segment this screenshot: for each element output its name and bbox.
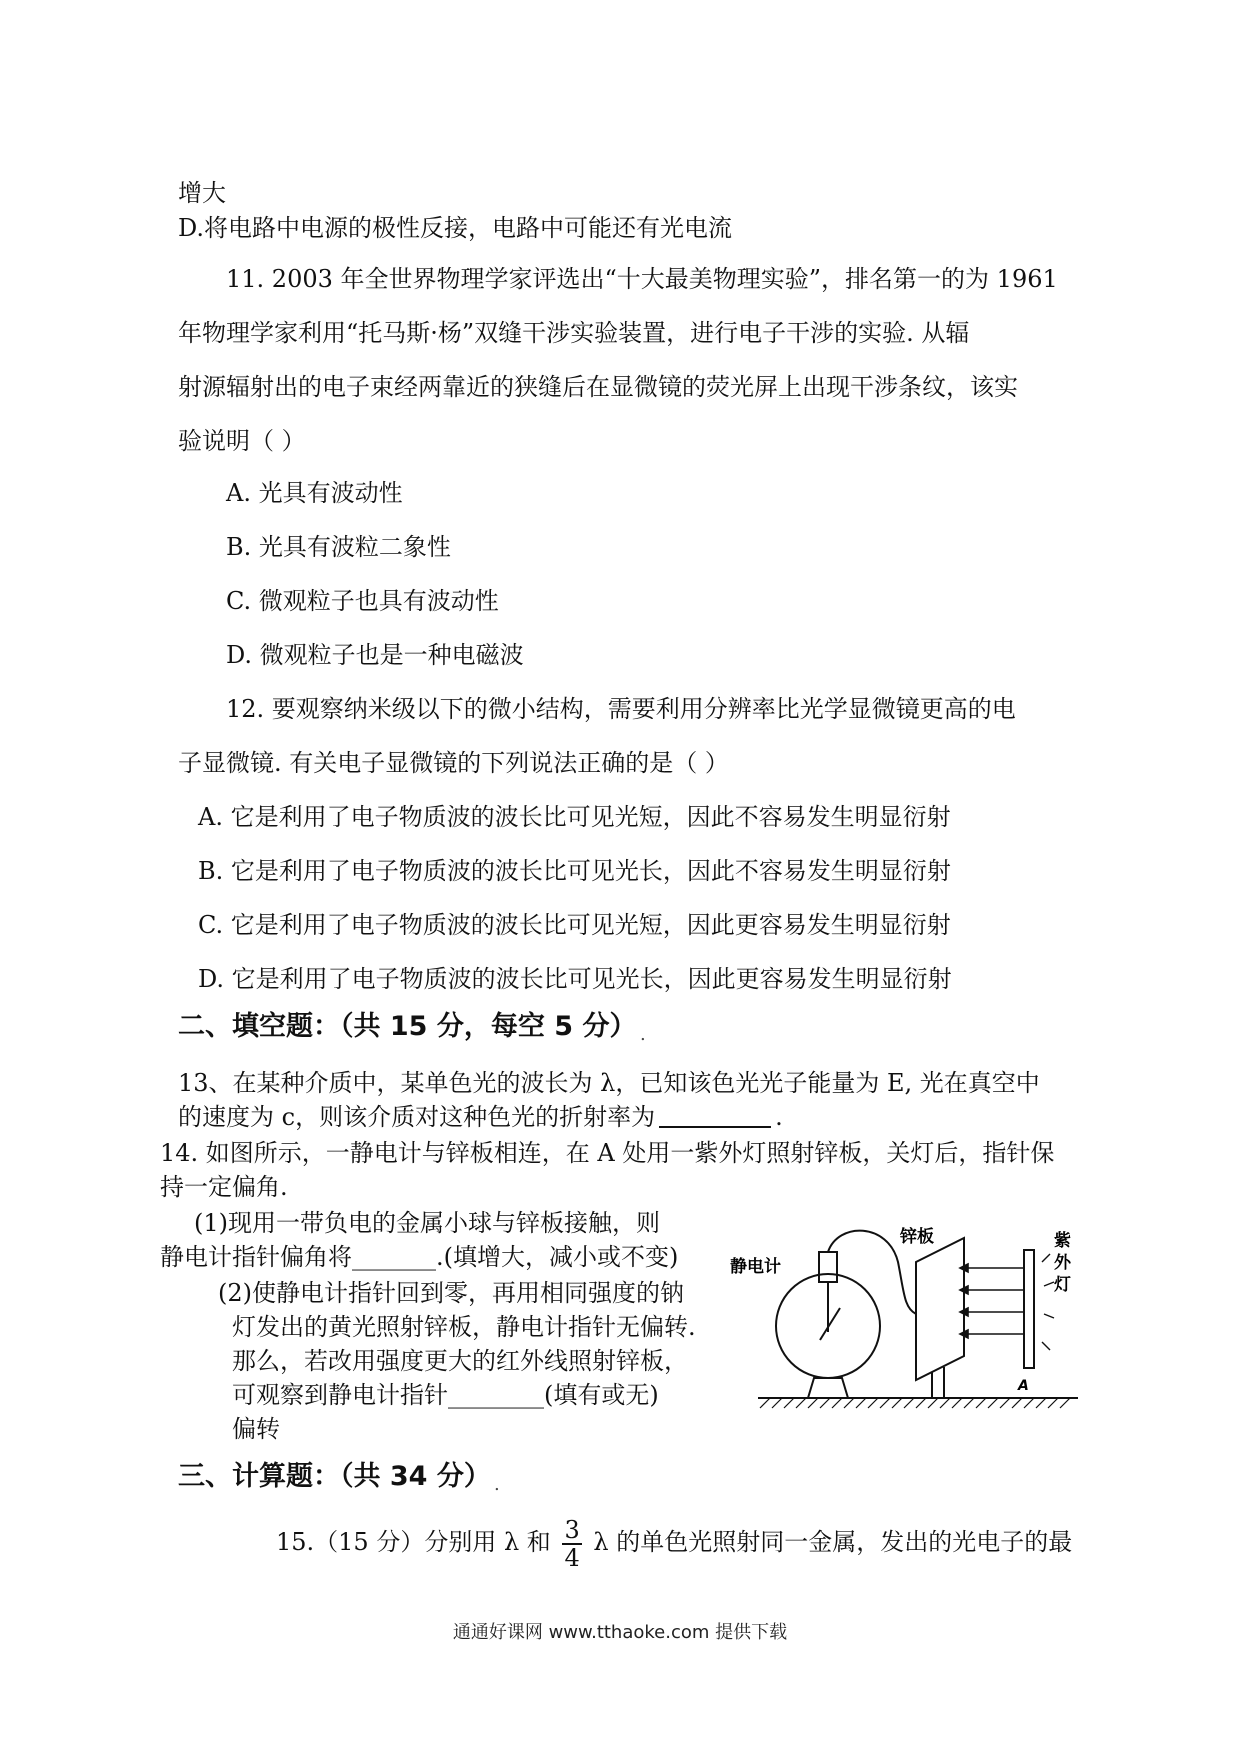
question-15-text [276,1512,1072,1572]
point-a-label: A [1018,1378,1029,1394]
fraction [562,1517,581,1571]
electroscope-diagram [728,1222,1110,1422]
lamp-label: 紫 [1054,1231,1071,1251]
stray-mark: . [640,1024,646,1045]
question-12-text: 子显微镜. 有关电子显微镜的下列说法正确的是（ ） [178,749,729,777]
option-b: B. 光具有波粒二象性 [226,533,451,561]
question-11-text: 射源辐射出的电子束经两靠近的狭缝后在显微镜的荧光屏上出现干涉条纹，该实 [178,373,1018,401]
option-b: B. 它是利用了电子物质波的波长比可见光长，因此不容易发生明显衍射 [198,857,951,885]
zinc-plate [916,1238,964,1380]
question-13-text [178,1102,783,1132]
question-14-text: (2)使静电计指针回到零，再用相同强度的钠 [218,1279,684,1307]
option-d: D. 微观粒子也是一种电磁波 [226,641,524,669]
uv-lamp [1024,1250,1034,1368]
question-14-text: 偏转 [232,1415,280,1443]
question-14-text: 持一定偏角. [160,1173,288,1201]
fraction-denominator: 4 [564,1543,580,1572]
ground-hatching [760,1398,1070,1408]
question-14-text: 静电计指针偏角将_______.(填增大，减小或不变) [160,1243,679,1271]
lamp-label: 灯 [1054,1275,1071,1295]
electroscope-label: 静电计 [730,1257,781,1277]
option-a: A. 它是利用了电子物质波的波长比可见光短，因此不容易发生明显衍射 [198,803,951,831]
option-a: A. 光具有波动性 [226,479,403,507]
question-15-text-part: λ 的单色光照射同一金属，发出的光电子的最 [593,1528,1073,1556]
question-11-text: 11. 2003 年全世界物理学家评选出“十大最美物理实验”，排名第一的为 1961 [226,265,1058,293]
section-heading: 二、填空题：（共 15 分，每空 5 分） [178,1011,637,1042]
light-rays [960,1264,1024,1338]
question-14-text: 灯发出的黄光照射锌板，静电计指针无偏转. [232,1313,696,1341]
question-14-text: 那么，若改用强度更大的红外线照射锌板， [232,1347,688,1375]
text-line: 增大 [178,179,226,207]
answer-blank[interactable] [659,1104,771,1128]
text-line: D.将电路中电源的极性反接，电路中可能还有光电流 [178,214,733,242]
page-footer: 通通好课网 www.tthaoke.com 提供下载 [452,1622,788,1643]
question-13-text-part: . [775,1103,783,1131]
option-c: C. 微观粒子也具有波动性 [226,587,499,615]
section-heading: 三、计算题：（共 34 分） [178,1461,491,1492]
zinc-plate-label: 锌板 [900,1227,934,1247]
question-11-text: 年物理学家利用“托马斯·杨”双缝干涉实验装置，进行电子干涉的实验. 从辐 [178,319,970,347]
question-13-text: 13、在某种介质中，某单色光的波长为 λ，已知该色光光子能量为 E, 光在真空中 [178,1069,1040,1097]
question-14-text: 可观察到静电计指针________(填有或无) [232,1381,659,1409]
stray-mark: . [494,1474,500,1495]
question-11-text: 验说明（ ） [178,427,306,455]
lamp-label: 外 [1054,1253,1071,1273]
option-d: D. 它是利用了电子物质波的波长比可见光长，因此更容易发生明显衍射 [198,965,952,993]
fraction-numerator: 3 [564,1515,580,1544]
question-13-text-part: 的速度为 c，则该介质对这种色光的折射率为 [178,1103,656,1131]
electroscope-stand [808,1378,848,1398]
question-14-text: 14. 如图所示，一静电计与锌板相连，在 A 处用一紫外灯照射锌板，关灯后，指针保 [160,1139,1055,1167]
lamp-glow [1042,1254,1054,1350]
question-14-text: (1)现用一带负电的金属小球与锌板接触，则 [194,1209,660,1237]
electroscope-needle [820,1308,840,1340]
electroscope-insulator [819,1252,837,1282]
question-15-text-part: 15.（15 分）分别用 λ 和 [276,1528,551,1556]
electroscope-figure [728,1222,1110,1422]
option-c: C. 它是利用了电子物质波的波长比可见光短，因此更容易发生明显衍射 [198,911,951,939]
question-12-text: 12. 要观察纳米级以下的微小结构，需要利用分辨率比光学显微镜更高的电 [226,695,1016,723]
